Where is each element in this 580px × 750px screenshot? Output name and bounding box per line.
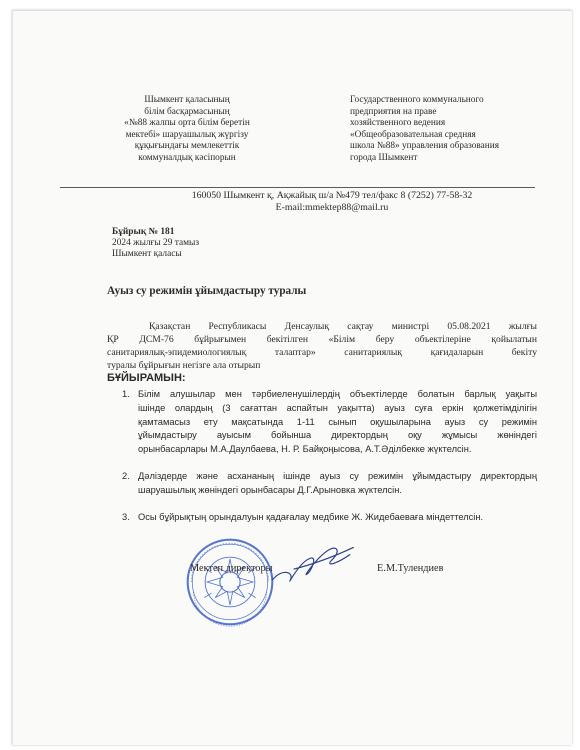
header-divider [60, 187, 535, 188]
order-number: Бұйрық № 181 [112, 227, 175, 237]
signatory-name: Е.М.Тулендиев [377, 563, 444, 574]
order-item [122, 511, 537, 525]
item-line: ұйымдастыру ауысым бойынша директордың оқу жұмысы жөніндегі [138, 430, 537, 441]
contact-info [142, 190, 522, 214]
order-items [122, 388, 537, 537]
order-item [122, 388, 537, 457]
header-russian-line: города Шымкент [350, 152, 418, 163]
signature-icon [267, 540, 357, 590]
header-kazakh-line: «№88 жалпы орта білім беретін [124, 118, 250, 129]
intro-line: ҚР ДСМ-76 бұйрығымен бекітілген «Білім беру объектілеріне қойылатын [107, 334, 537, 346]
intro-line: санитариялық-эпидемиологиялық талаптар» санитариялық қағидаларын бекіту [107, 347, 537, 359]
header-kazakh-line: құқығындағы мемлекеттік [134, 141, 240, 152]
item-line: Осы бұйрықтың орындалуын қадағалау медбике Ж. Жидебаеваға міндеттелсін. [138, 511, 484, 522]
header-russian-line: школа №88» управления образования [350, 141, 499, 152]
order-city: Шымкент қаласы [112, 248, 182, 259]
item-line: шаруашылық жөніндегі орынбасары Д.Г.Арыновка жүктелсін. [138, 484, 402, 495]
document-title: Ауыз су режимін ұйымдастыру туралы [107, 285, 307, 297]
item-line: орынбасарлары М.А.Даулбаева, Н. Р. Байқоңысова, А.Т.Әділбекке жүктелсін. [138, 444, 472, 455]
header-russian-line: Государственного коммунального [350, 95, 484, 105]
header-russian-line: «Общеобразовательная средняя [350, 129, 476, 140]
order-date: 2024 жылғы 29 тамыз [112, 237, 200, 248]
intro-line: Қазақстан Республикасы Денсаулық сақтау министрі 05.08.2021 жылғы [149, 321, 537, 332]
signatory-role: Мектеп директоры [190, 563, 273, 574]
header-kazakh-line: коммуналдық кәсіпорын [138, 152, 236, 163]
order-item [122, 470, 537, 498]
item-line: ішінде олардың (3 сағаттан аспайтын уақытта) ауыз суға еркін қолжетімділігін [138, 402, 537, 413]
item-line: қамтамасыз ету мақсатында 1-11 сынып оқушыларына ауыз су режимін [138, 416, 537, 427]
decree-heading: БҰЙЫРАМЫН: [107, 372, 186, 384]
header-kazakh-line: мектебі» шаруашылық жүргізу [125, 129, 249, 140]
item-number: 1. [122, 389, 130, 399]
header-kazakh-line: білім басқармасының [144, 106, 230, 117]
email-line: E-mail:mmektep88@mail.ru [275, 202, 389, 213]
item-number: 3. [122, 511, 130, 522]
header-kazakh [107, 95, 267, 165]
document-page [12, 10, 572, 745]
header-kazakh-line: Шымкент қаласының [144, 95, 230, 105]
intro-paragraph [107, 320, 537, 372]
header-russian-line: предприятия на праве [350, 106, 437, 117]
official-stamp-icon [184, 536, 276, 628]
intro-line: туралы бұйрығын негізге ала отырып [107, 360, 261, 372]
header-russian-line: хозяйственного ведения [350, 118, 446, 129]
header-russian [350, 95, 515, 165]
address-line: 160050 Шымкент қ, Ақжайық ш/а №479 тел/факс 8 (7252) 77-58-32 [191, 190, 473, 201]
item-line: Дәліздерде және асхананың ішінде ауыз су режимін ұйымдастыру директордың [138, 470, 537, 481]
item-line: Білім алушылар мен тәрбиеленушілердің объектілерде болатын барлық уақыты [138, 389, 537, 399]
item-number: 2. [122, 470, 130, 481]
order-details [112, 227, 199, 259]
